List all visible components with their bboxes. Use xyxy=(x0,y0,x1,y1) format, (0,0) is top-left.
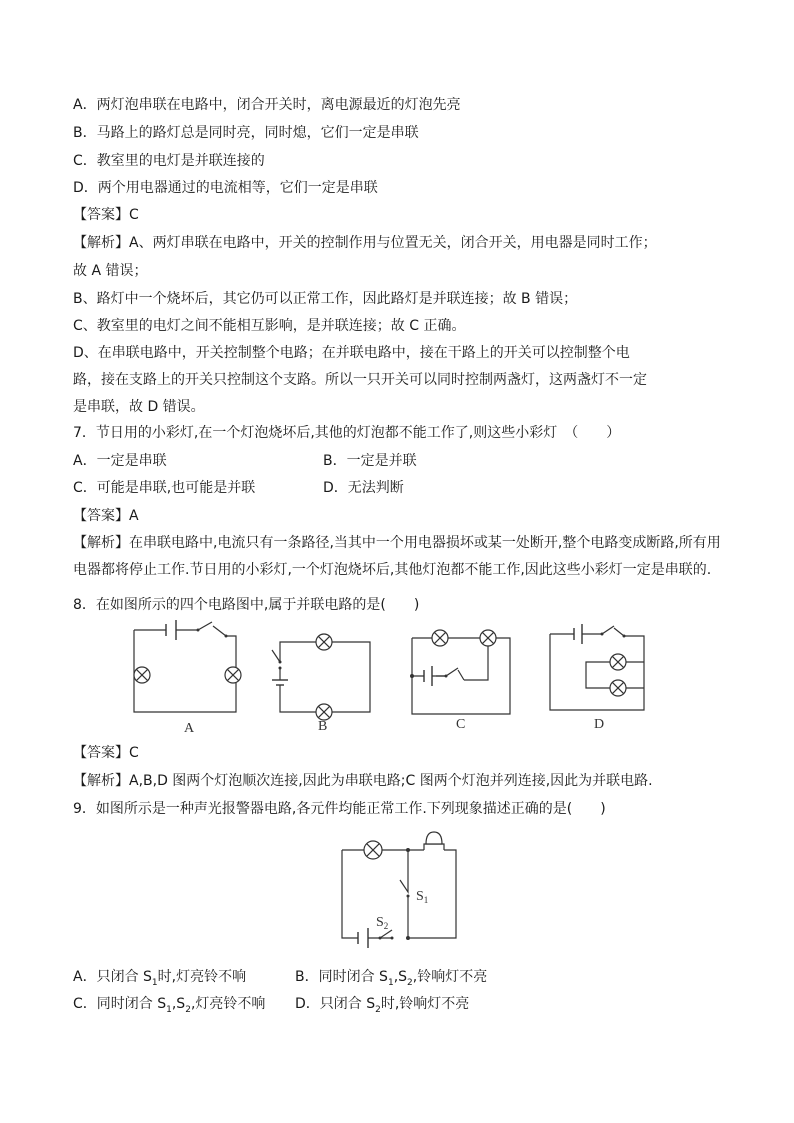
lamp-icon xyxy=(134,667,150,683)
q7-option-a: A．一定是串联 xyxy=(73,453,167,469)
q6-option-b: B．马路上的路灯总是同时亮，同时熄，它们一定是串联 xyxy=(73,125,419,141)
q9-option-d: D．只闭合 $S_2$时,铃响灯不亮 xyxy=(295,996,470,1015)
lamp-icon xyxy=(610,680,626,696)
q7-explanation-line-1: 【解析】在串联电路中,电流只有一条路径,当其中一个用电器损坏或某一处断开,整个电路变成断路,所有用 xyxy=(73,535,721,551)
circuit-diagram-a xyxy=(128,622,248,734)
lamp-icon xyxy=(225,667,241,683)
q8-explanation: 【解析】A,B,D 图两个灯泡顺次连接,因此为串联电路;C 图两个灯泡并列连接,因此为并联电路. xyxy=(73,773,653,789)
q6-explanation-line-4: C、教室里的电灯之间不能相互影响，是并联连接；故 C 正确。 xyxy=(73,318,466,334)
alarm-circuit-diagram xyxy=(338,822,468,950)
circuit-label-b: B xyxy=(318,719,328,734)
q9-option-a: A．只闭合 $S_1$时,灯亮铃不响 xyxy=(73,969,247,988)
lamp-icon xyxy=(480,630,496,646)
lamp-icon xyxy=(364,841,382,859)
q7-stem: 7．节日用的小彩灯,在一个灯泡烧坏后,其他的灯泡都不能工作了,则这些小彩灯 （ ） xyxy=(73,425,621,441)
q9-option-c: C．同时闭合 $S_1,S_2$,灯亮铃不响 xyxy=(73,996,266,1015)
q6-explanation-line-6: 路，接在支路上的开关只控制这个支路。所以一只开关可以同时控制两盏灯，这两盏灯不一定 xyxy=(73,372,647,388)
circuit-label-d: D xyxy=(594,717,605,732)
q7-option-d: D．无法判断 xyxy=(323,480,404,496)
q6-answer: 【答案】C xyxy=(73,207,139,223)
q6-explanation-line-7: 是串联，故 D 错误。 xyxy=(73,399,205,415)
q9-option-b: B．同时闭合 $S_1,S_2$,铃响灯不亮 xyxy=(295,969,488,988)
q6-option-a: A．两灯泡串联在电路中，闭合开关时，离电源最近的灯泡先亮 xyxy=(73,97,461,113)
q6-option-d: D．两个用电器通过的电流相等，它们一定是串联 xyxy=(73,180,378,196)
q8-stem: 8．在如图所示的四个电路图中,属于并联电路的是( ) xyxy=(73,597,420,613)
circuit-diagram-b xyxy=(270,622,380,734)
lamp-icon xyxy=(610,654,626,670)
bell-icon xyxy=(424,832,444,850)
circuit-label-c: C xyxy=(456,717,466,732)
switch-s1-label xyxy=(416,889,428,905)
q7-option-c: C．可能是串联,也可能是并联 xyxy=(73,480,256,496)
q7-option-b: B．一定是并联 xyxy=(323,453,417,469)
q6-explanation-line-2: 故 A 错误； xyxy=(73,263,148,279)
switch-s2-label xyxy=(376,915,388,931)
q6-explanation-line-3: B、路灯中一个烧坏后，其它仍可以正常工作，因此路灯是并联连接；故 B 错误； xyxy=(73,291,578,307)
circuit-diagram-d xyxy=(546,622,656,734)
q6-option-c: C．教室里的电灯是并联连接的 xyxy=(73,153,265,169)
circuit-diagram-c xyxy=(408,624,518,730)
circuit-label-a: A xyxy=(184,721,195,736)
svg-text:S1: $S_1$ xyxy=(416,889,429,905)
q7-answer: 【答案】A xyxy=(73,508,139,524)
q8-answer: 【答案】C xyxy=(73,745,139,761)
lamp-icon xyxy=(316,704,332,720)
q6-explanation-line-1: 【解析】A、两灯串联在电路中，开关的控制作用与位置无关，闭合开关，用电器是同时工作； xyxy=(73,235,657,251)
svg-text:S2: $S_2$ xyxy=(376,915,389,931)
q7-explanation-line-2: 电器都将停止工作.节日用的小彩灯,一个灯泡烧坏后,其他灯泡都不能工作,因此这些小彩灯一定是串联的. xyxy=(73,562,712,578)
q6-explanation-line-5: D、在串联电路中，开关控制整个电路；在并联电路中，接在干路上的开关可以控制整个电 xyxy=(73,345,630,361)
lamp-icon xyxy=(432,630,448,646)
lamp-icon xyxy=(316,634,332,650)
q9-stem: 9．如图所示是一种声光报警器电路,各元件均能正常工作.下列现象描述正确的是( ) xyxy=(73,801,606,817)
